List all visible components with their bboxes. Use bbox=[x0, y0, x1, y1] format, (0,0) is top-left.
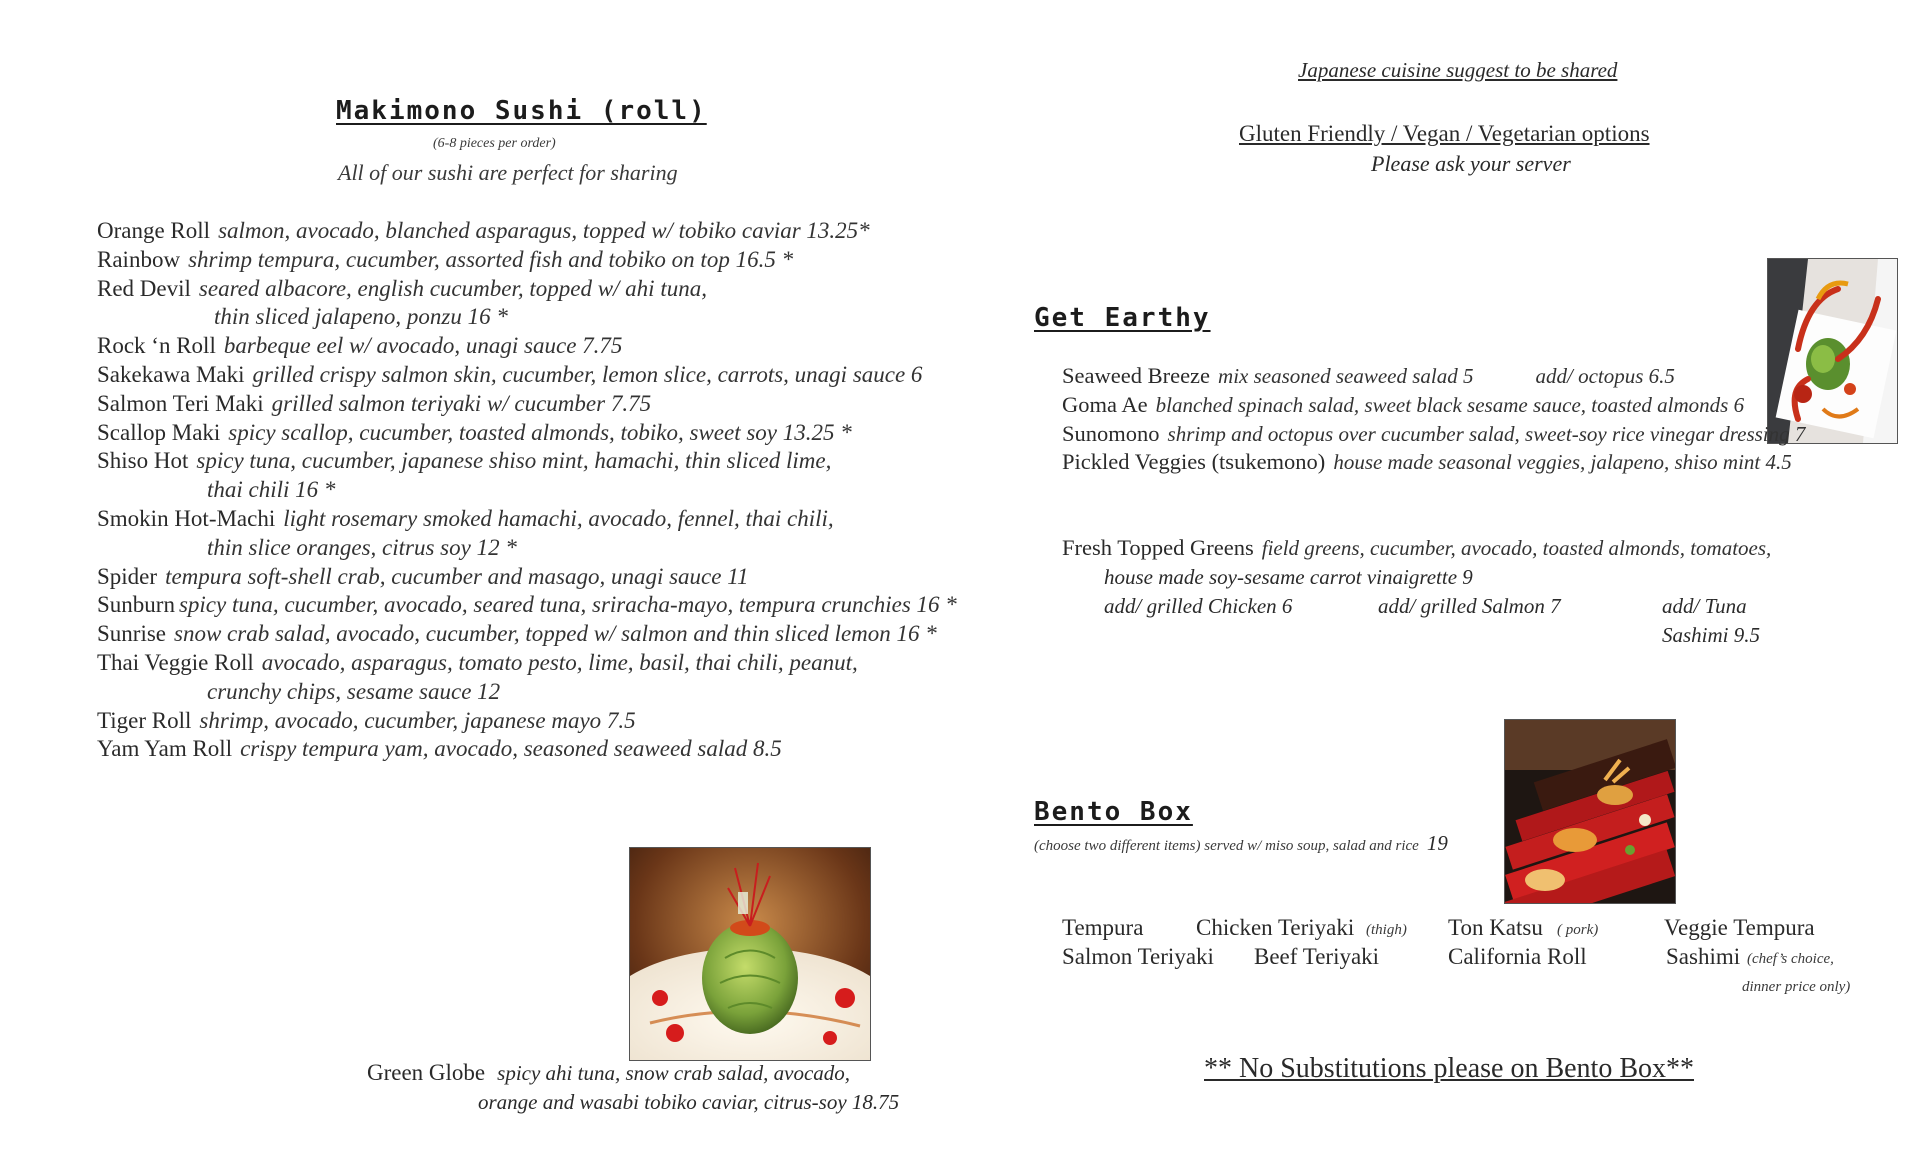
bento-header: Bento Box bbox=[1034, 797, 1193, 827]
roll-desc: spicy tuna, cucumber, japanese shiso mint, hamachi, thin sliced lime, bbox=[196, 448, 832, 474]
roll-name: Smokin Hot-Machi bbox=[97, 505, 276, 531]
bento-photo bbox=[1504, 719, 1676, 904]
earthy-list bbox=[1062, 362, 1806, 647]
roll-name: Tiger Roll bbox=[97, 707, 192, 733]
pieces-note: (6-8 pieces per order) bbox=[433, 136, 556, 151]
roll-desc: tempura soft-shell crab, cucumber and masago, unagi sauce 11 bbox=[165, 563, 749, 589]
roll-desc-continued: thin sliced jalapeno, ponzu 16 * bbox=[214, 304, 508, 330]
list-item bbox=[1062, 420, 1805, 449]
diet-options: Gluten Friendly / Vegan / Vegetarian options bbox=[1239, 121, 1650, 146]
roll-name: Sunburn bbox=[97, 592, 175, 618]
bento-beef-teriyaki: Beef Teriyaki bbox=[1254, 944, 1380, 969]
green-globe-line1 bbox=[367, 1060, 850, 1086]
roll-desc: grilled crispy salmon skin, cucumber, lemon slice, carrots, unagi sauce 6 bbox=[252, 361, 923, 387]
list-item bbox=[1062, 362, 1805, 391]
feature-desc: spicy ahi tuna, snow crab salad, avocado, bbox=[497, 1061, 851, 1085]
green-globe-image bbox=[630, 848, 870, 1060]
roll-desc: snow crab salad, avocado, cucumber, topped w/ salmon and thin sliced lemon 16 * bbox=[174, 621, 937, 647]
list-item bbox=[1062, 534, 1805, 563]
bento-sashimi-note: (chef’s choice, bbox=[1747, 951, 1834, 967]
list-item bbox=[97, 591, 957, 620]
bento-salmon-teriyaki: Salmon Teriyaki bbox=[1062, 944, 1214, 969]
earthy-item-extra: add/ octopus 6.5 bbox=[1535, 364, 1675, 388]
list-item bbox=[97, 707, 957, 736]
roll-desc: shrimp tempura, cucumber, assorted fish and tobiko on top 16.5 * bbox=[188, 246, 794, 272]
roll-desc-continued: thin slice oranges, citrus soy 12 * bbox=[207, 534, 517, 560]
bento-footer: ** No Substitutions please on Bento Box** bbox=[1204, 1053, 1694, 1084]
addon-salmon: add/ grilled Salmon 7 bbox=[1378, 593, 1561, 618]
earthy-header: Get Earthy bbox=[1034, 303, 1211, 333]
list-item bbox=[97, 505, 957, 534]
bento-image bbox=[1505, 720, 1675, 903]
roll-desc: barbeque eel w/ avocado, unagi sauce 7.75 bbox=[223, 333, 623, 359]
list-item bbox=[97, 275, 957, 304]
feature-name: Green Globe bbox=[367, 1060, 486, 1085]
roll-name: Sunrise bbox=[97, 621, 166, 647]
earthy-item-desc: mix seasoned seaweed salad 5 bbox=[1218, 364, 1474, 388]
list-item bbox=[97, 332, 957, 361]
sharing-note: All of our sushi are perfect for sharing bbox=[338, 160, 678, 185]
bento-chicken-note: (thigh) bbox=[1366, 922, 1407, 938]
addon-chicken: add/ grilled Chicken 6 bbox=[1104, 593, 1293, 618]
roll-name: Shiso Hot bbox=[97, 448, 189, 474]
list-item bbox=[97, 563, 957, 592]
roll-name: Rainbow bbox=[97, 246, 181, 272]
green-globe-line2: orange and wasabi tobiko caviar, citrus-soy 18.75 bbox=[478, 1090, 900, 1114]
roll-name: Rock ‘n Roll bbox=[97, 333, 216, 359]
roll-desc: grilled salmon teriyaki w/ cucumber 7.75 bbox=[271, 390, 652, 416]
bento-sashimi-note2: dinner price only) bbox=[1742, 979, 1851, 995]
greens-addons bbox=[1062, 592, 1805, 647]
roll-name: Yam Yam Roll bbox=[97, 736, 233, 762]
earthy-item-name: Seaweed Breeze bbox=[1062, 363, 1211, 388]
bento-california-roll: California Roll bbox=[1448, 944, 1587, 969]
earthy-item-desc: house made seasonal veggies, jalapeno, shiso mint 4.5 bbox=[1333, 450, 1792, 475]
roll-desc: light rosemary smoked hamachi, avocado, fennel, thai chili, bbox=[283, 505, 834, 531]
list-item bbox=[1062, 391, 1805, 420]
roll-desc: salmon, avocado, blanched asparagus, topped w/ tobiko caviar 13.25* bbox=[218, 218, 870, 243]
list-item bbox=[97, 246, 957, 275]
bento-note-line bbox=[1034, 831, 1448, 856]
earthy-item-name: Pickled Veggies (tsukemono) bbox=[1062, 449, 1326, 475]
roll-desc: shrimp, avocado, cucumber, japanese mayo 7.5 bbox=[199, 707, 636, 733]
bento-note: (choose two different items) served w/ miso soup, salad and rice bbox=[1034, 838, 1419, 854]
greens-name: Fresh Topped Greens bbox=[1062, 535, 1254, 561]
greens-desc: field greens, cucumber, avocado, toasted almonds, tomatoes, bbox=[1261, 536, 1772, 561]
roll-name: Spider bbox=[97, 563, 158, 589]
bento-price: 19 bbox=[1426, 831, 1448, 855]
roll-desc: crispy tempura yam, avocado, seasoned seaweed salad 8.5 bbox=[240, 736, 782, 762]
list-item bbox=[97, 419, 957, 448]
roll-name: Sakekawa Maki bbox=[97, 361, 245, 387]
roll-desc: spicy scallop, cucumber, toasted almonds, tobiko, sweet soy 13.25 * bbox=[228, 419, 852, 445]
roll-list bbox=[97, 217, 957, 764]
bento-tempura: Tempura bbox=[1062, 915, 1144, 940]
list-item bbox=[1062, 448, 1805, 477]
list-item bbox=[97, 735, 957, 764]
bento-veggie-tempura: Veggie Tempura bbox=[1664, 915, 1815, 940]
addon-tuna: add/ Tuna Sashimi 9.5 bbox=[1662, 593, 1761, 647]
list-item bbox=[97, 447, 957, 476]
roll-name: Salmon Teri Maki bbox=[97, 390, 264, 416]
roll-name: Scallop Maki bbox=[97, 419, 221, 445]
roll-desc-continued: thai chili 16 * bbox=[207, 477, 336, 503]
roll-name: Thai Veggie Roll bbox=[97, 649, 254, 675]
roll-desc: seared albacore, english cucumber, topped w/ ahi tuna, bbox=[198, 275, 707, 301]
ask-server: Please ask your server bbox=[1371, 151, 1571, 176]
bento-tonkatsu-note: ( pork) bbox=[1557, 922, 1599, 938]
list-item bbox=[97, 620, 957, 649]
list-item bbox=[97, 390, 957, 419]
earthy-item-desc: shrimp and octopus over cucumber salad, sweet-soy rice vinegar dressing 7 bbox=[1167, 421, 1806, 446]
list-item bbox=[97, 217, 957, 246]
earthy-item-name: Sunomono bbox=[1062, 420, 1160, 446]
spacer bbox=[1062, 477, 1805, 534]
roll-name: Red Devil bbox=[97, 275, 191, 301]
green-globe-photo bbox=[629, 847, 871, 1061]
shared-note: Japanese cuisine suggest to be shared bbox=[1298, 58, 1618, 82]
earthy-item-desc: blanched spinach salad, sweet black sesame sauce, toasted almonds 6 bbox=[1155, 392, 1745, 417]
greens-desc-continued: house made soy-sesame carrot vinaigrette 9 bbox=[1104, 564, 1473, 589]
bento-sashimi: Sashimi bbox=[1666, 944, 1741, 969]
roll-name: Orange Roll bbox=[97, 218, 211, 243]
roll-desc-continued: crunchy chips, sesame sauce 12 bbox=[207, 678, 501, 704]
makimono-header: Makimono Sushi (roll) bbox=[336, 96, 707, 126]
list-item bbox=[97, 361, 957, 390]
bento-ton-katsu: Ton Katsu bbox=[1448, 915, 1543, 940]
bento-chicken-teriyaki: Chicken Teriyaki bbox=[1196, 915, 1355, 940]
list-item bbox=[97, 649, 957, 678]
earthy-item-name: Goma Ae bbox=[1062, 391, 1148, 417]
roll-desc: spicy tuna, cucumber, avocado, seared tuna, sriracha-mayo, tempura crunchies 16 * bbox=[178, 592, 957, 618]
roll-desc: avocado, asparagus, tomato pesto, lime, basil, thai chili, peanut, bbox=[261, 649, 858, 675]
